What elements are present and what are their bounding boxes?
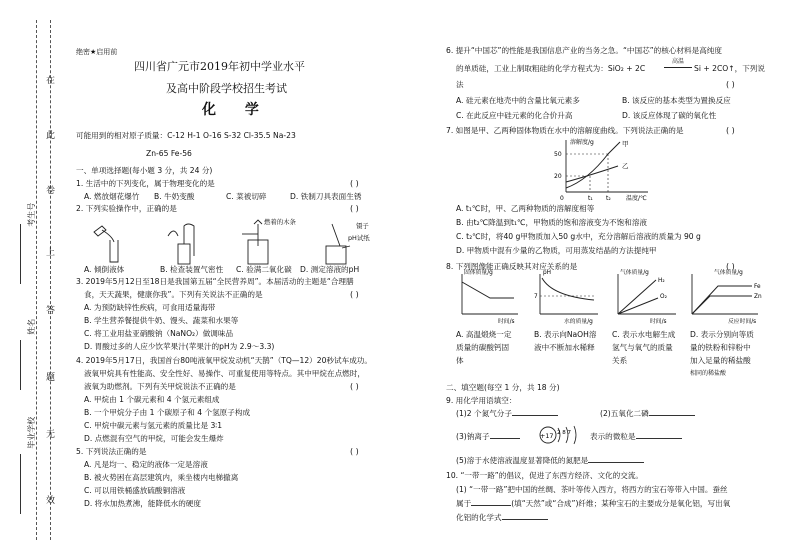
atomic-masses-line2: Zn-65 Fe-56	[146, 149, 192, 158]
q7-answer-paren[interactable]: ( )	[726, 126, 735, 135]
q6-stem-line2a: 的单质硅，工业上制取粗硅的化学方程式为：SiO₂ + 2C	[456, 64, 646, 73]
q9-part3	[456, 432, 520, 441]
q4-option-b[interactable]: B. 一个甲烷分子由 1 个碳原子和 4 个氢原子构成	[84, 408, 251, 417]
q7-curve-yi	[566, 166, 618, 182]
exam-title-line1: 四川省广元市2019年初中学业水平	[134, 60, 305, 73]
q8-graph-c-ylabel: 气体质量/g	[620, 270, 649, 276]
field-exam-number: 考生号	[27, 202, 37, 227]
q2-label-ph-paper: pH试纸	[348, 234, 370, 242]
q8-graph-d-zn: Zn	[754, 294, 762, 300]
q6-stem-line3: 法	[456, 80, 464, 89]
tear-char: 题	[46, 373, 56, 383]
q8-option-d-2: 量的铁粉和锌粉中	[690, 343, 751, 352]
q9-part1	[456, 409, 558, 418]
q7-origin: 0	[560, 195, 564, 202]
q3-option-d[interactable]: D. 胃酸过多的人应少饮苹果汁(苹果汁的pH为 2.9～3.3)	[84, 342, 275, 351]
q2-figure-a	[94, 226, 118, 262]
q6-option-d[interactable]: D. 该反应体现了碳的氧化性	[622, 111, 717, 120]
q7-tick-20: 20	[554, 173, 562, 180]
q10-line2: (1) “一带一路”把中国的丝绸、茶叶等传入西方，将西方的宝石等带入中国。蚕丝	[456, 485, 728, 494]
tear-char: 答	[46, 306, 56, 316]
q8-graph-b	[540, 274, 598, 314]
binding-line-outer	[36, 20, 37, 540]
q3-stem-line2: 食，天天蔬果，健康你我”。下列有关说法不正确的是	[84, 290, 263, 299]
binding-line-inner	[50, 20, 51, 540]
q9-blank-3[interactable]	[490, 438, 520, 439]
q8-option-a-2: 质量的碳酸钙固	[456, 343, 510, 352]
exam-title-line2: 及高中阶段学校招生考试	[166, 82, 287, 95]
q9-nucleus-label: +17	[540, 432, 554, 440]
q6-option-a[interactable]: A. 硅元素在地壳中的含量比氧元素多	[456, 96, 580, 105]
q8-graph-a-ylabel: 固体质量/g	[464, 270, 493, 276]
q3-answer-paren[interactable]: ( )	[350, 290, 359, 299]
q2-option-d[interactable]: D. 测定溶液的pH	[300, 265, 360, 274]
q2-option-c[interactable]: C. 验满二氧化碳	[236, 265, 292, 274]
q5-option-d[interactable]: D. 将水加热煮沸，能降低水的硬度	[84, 499, 201, 508]
q7-option-d[interactable]: D. 甲物质中混有少量的乙物质，可用蒸发结晶的方法提纯甲	[456, 246, 657, 255]
q6-answer-paren[interactable]: ( )	[726, 80, 735, 89]
section2-heading: 二、填空题(每空 1 分，共 18 分)	[446, 383, 560, 392]
section1-heading: 一、单项选择题(每小题 3 分，共 24 分)	[76, 166, 213, 175]
q8-option-d-1[interactable]: D. 表示分别向等质	[690, 330, 754, 339]
q10-blank-1[interactable]	[471, 505, 511, 506]
q10-stem: 10. “一带一路”的倡议，促进了东西方经济、文化的交流。	[446, 471, 644, 480]
q8-graph-b-xlabel: 水的质量/g	[564, 319, 593, 325]
q10-line3a: 属于	[456, 499, 472, 508]
q9-blank-5[interactable]	[588, 462, 644, 463]
q9-part5-text: (5)溶于水使溶液温度显著降低的氮肥是	[456, 456, 589, 465]
q8-option-a-1[interactable]: A. 高温煅烧一定	[456, 330, 512, 339]
q8-option-c-2: 氢气与氧气的质量	[612, 343, 673, 352]
q7-option-a[interactable]: A. t₁℃时，甲、乙两种物质的溶解度相等	[456, 204, 595, 213]
q8-answer-paren[interactable]: ( )	[726, 262, 735, 271]
atomic-masses-line1: 可能用到的相对原子质量：C-12 H-1 O-16 S-32 Cl-35.5 Na-23	[76, 131, 296, 140]
q8-option-b-1[interactable]: B. 表示向NaOH溶	[534, 330, 597, 339]
q8-option-c-1[interactable]: C. 表示水电解生成	[612, 330, 676, 339]
q8-option-d-4: 相同的稀盐酸	[690, 370, 727, 377]
tear-char: 效	[46, 496, 56, 506]
q1-option-d[interactable]: D. 铁制刀具表面生锈	[290, 192, 362, 201]
tear-char: 卷	[46, 186, 56, 196]
q7-option-c[interactable]: C. t₂℃时，将40 g甲物质加入50 g水中，充分溶解后溶液的质量为 90 g	[456, 232, 701, 241]
q3-option-b[interactable]: B. 学生营养餐提供牛奶、馒头、蔬菜和水果等	[84, 316, 239, 325]
q7-x-label: 温度/℃	[626, 195, 647, 202]
q8-graph-d-fe: Fe	[754, 284, 761, 290]
q9-stem: 9. 用化学用语填空：	[446, 396, 517, 405]
q5-stem: 5. 下列说法正确的是	[76, 447, 147, 456]
field-school-line	[20, 454, 22, 514]
q8-graph-c	[618, 274, 676, 314]
q6-option-b[interactable]: B. 该反应的基本类型为置换反应	[622, 96, 731, 105]
q8-graph-a	[462, 274, 518, 314]
tear-char: 此	[46, 131, 56, 141]
q3-option-a[interactable]: A. 为预防缺锌性疾病，可食用适量海带	[84, 303, 216, 312]
q2-answer-paren[interactable]: ( )	[350, 204, 359, 213]
q2-apparatus-figure	[80, 214, 400, 270]
q6-option-c[interactable]: C. 在此反应中硅元素的化合价升高	[456, 111, 573, 120]
field-exam-number-line	[20, 224, 22, 284]
q2-label-flame: 燃着的木条	[264, 218, 296, 226]
q9-part5	[456, 456, 644, 465]
q9-part2	[600, 409, 695, 418]
q7-solubility-chart	[548, 136, 658, 202]
q7-curve-yi-label: 乙	[622, 162, 629, 170]
q8-graph-d-xlabel: 反应时间/s	[728, 319, 757, 325]
q7-tick-t1: t₁	[588, 195, 593, 202]
q8-graphs-figure	[452, 268, 772, 326]
q1-option-c[interactable]: C. 菜被切碎	[226, 192, 267, 201]
q2-option-b[interactable]: B. 检查装置气密性	[160, 265, 224, 274]
q6-reaction-arrow	[664, 67, 692, 68]
q8-graph-b-ylabel: pH	[543, 270, 552, 276]
q10-line4-text: 化铝的化学式	[456, 513, 502, 522]
q9-blank-2[interactable]	[649, 415, 695, 416]
q3-option-c[interactable]: C. 将工业用盐亚硝酸钠（NaNO₂）做调味品	[84, 329, 234, 338]
q9-part4-text: 表示的微粒是	[590, 432, 636, 441]
q8-graph-a-xlabel: 时间/s	[498, 319, 515, 325]
q4-option-a[interactable]: A. 甲烷由 1 个碳元素和 4 个氢元素组成	[84, 395, 220, 404]
q8-graph-c-o2: O₂	[660, 294, 667, 300]
q8-option-d-3: 加入足量的稀盐酸	[690, 356, 751, 365]
q4-option-d[interactable]: D. 点燃混有空气的甲烷，可能会发生爆炸	[84, 434, 224, 443]
q1-option-a[interactable]: A. 燃放烟花爆竹	[84, 192, 140, 201]
q7-stem: 7. 如图是甲、乙两种固体物质在水中的溶解度曲线。下列说法正确的是	[446, 126, 684, 135]
q9-part4	[590, 432, 682, 441]
q4-stem-line2: 液氧甲烷具有性能高、安全性好、易操作、可重复使用等特点。其中甲烷在点燃时，	[84, 369, 365, 378]
q6-reaction-condition: 高温	[672, 58, 685, 65]
q8-option-a-3: 体	[456, 356, 464, 365]
q4-option-c[interactable]: C. 甲烷中碳元素与氢元素的质量比是 3∶1	[84, 421, 223, 430]
q1-answer-paren[interactable]: ( )	[350, 179, 359, 188]
q3-stem-line1: 3. 2019年5月12日至18日是我国第五届“全民营养周”。本届活动的主题是“合理膳	[76, 277, 354, 286]
q5-answer-paren[interactable]: ( )	[350, 447, 359, 456]
q2-stem: 2. 下列实验操作中，正确的是	[76, 204, 177, 213]
q6-stem-line2b: Si + 2CO↑，下列说	[694, 64, 765, 73]
q8-option-b-2: 液中不断加水稀释	[534, 343, 595, 352]
q10-blank-2[interactable]	[502, 519, 548, 520]
q1-option-b[interactable]: B. 牛奶变酸	[154, 192, 195, 201]
q5-option-c[interactable]: C. 可以用铁桶盛放硫酸铜溶液	[84, 486, 186, 495]
q7-curve-jia-label: 甲	[622, 140, 629, 148]
seal-label: 绝密★启用前	[76, 48, 118, 56]
q9-blank-4[interactable]	[636, 438, 682, 439]
field-school: 毕业学校	[27, 416, 37, 449]
tear-char: 在	[46, 76, 56, 86]
q9-part1-text: (1)2 个氮气分子	[456, 409, 512, 418]
q8-option-c-3: 关系	[612, 356, 628, 365]
q2-label-tweezers: 镊子	[356, 222, 369, 230]
q9-part2-text: (2)五氧化二磷	[600, 409, 649, 418]
field-name-line	[20, 340, 22, 390]
q6-stem-line1: 6. 提升“中国芯”的性能是我国信息产业的当务之急。“中国芯”的核心材料是高纯度	[446, 46, 722, 55]
q2-figure-b	[168, 224, 194, 264]
q2-figure-c	[242, 220, 268, 264]
tear-char: 无	[46, 430, 56, 440]
q9-part3-text: (3)钠离子	[456, 432, 490, 441]
q2-option-a[interactable]: A. 倾倒液体	[84, 265, 125, 274]
q4-stem-line1: 4. 2019年5月17日，我国首台80吨液氧甲烷发动机“天鹊”（TQ—12）20秒试车成功。	[76, 356, 372, 365]
field-name: 姓名	[27, 318, 37, 335]
subject-title: 化 学	[202, 102, 271, 118]
q2-figure-d	[326, 224, 350, 264]
q9-blank-1[interactable]	[512, 415, 558, 416]
q5-option-b[interactable]: B. 被火势困在高层建筑内，乘坐楼内电梯撤离	[84, 473, 239, 482]
q10-line3b: (填“天然”或“合成”)纤维；某种宝石的主要成分是氧化铝，写出氧	[511, 499, 731, 508]
tear-char: 上	[46, 248, 56, 258]
q5-option-a[interactable]: A. 凡是均一、稳定的液体一定是溶液	[84, 460, 208, 469]
q9-shells-label: 2 8 7	[557, 430, 571, 436]
q7-tick-50: 50	[554, 151, 562, 158]
q8-graph-b-7: 7	[534, 294, 538, 300]
q7-option-b[interactable]: B. 由t₂℃降温到t₁℃，甲物质的饱和溶液变为不饱和溶液	[456, 218, 648, 227]
q8-graph-d-ylabel: 气体质量/g	[714, 270, 743, 276]
q8-graph-c-xlabel: 时间/s	[650, 319, 667, 325]
q4-answer-paren[interactable]: ( )	[350, 382, 359, 391]
q7-curve-jia	[566, 142, 620, 188]
q8-stem: 8. 下列图像能正确反映其对应关系的是	[446, 262, 578, 271]
q9-atom-diagram	[536, 424, 586, 446]
q7-y-label: 溶解度/g	[570, 139, 594, 146]
q7-tick-t2: t₂	[606, 195, 611, 202]
q10-line4	[456, 513, 548, 522]
q10-line3	[456, 499, 730, 508]
q8-graph-c-h2: H₂	[658, 278, 665, 284]
q4-stem-line3: 液氧为助燃剂。下列有关甲烷说法不正确的是	[84, 382, 236, 391]
q8-graph-d	[692, 274, 758, 314]
q1-stem: 1. 生活中的下列变化，属于物理变化的是	[76, 179, 215, 188]
